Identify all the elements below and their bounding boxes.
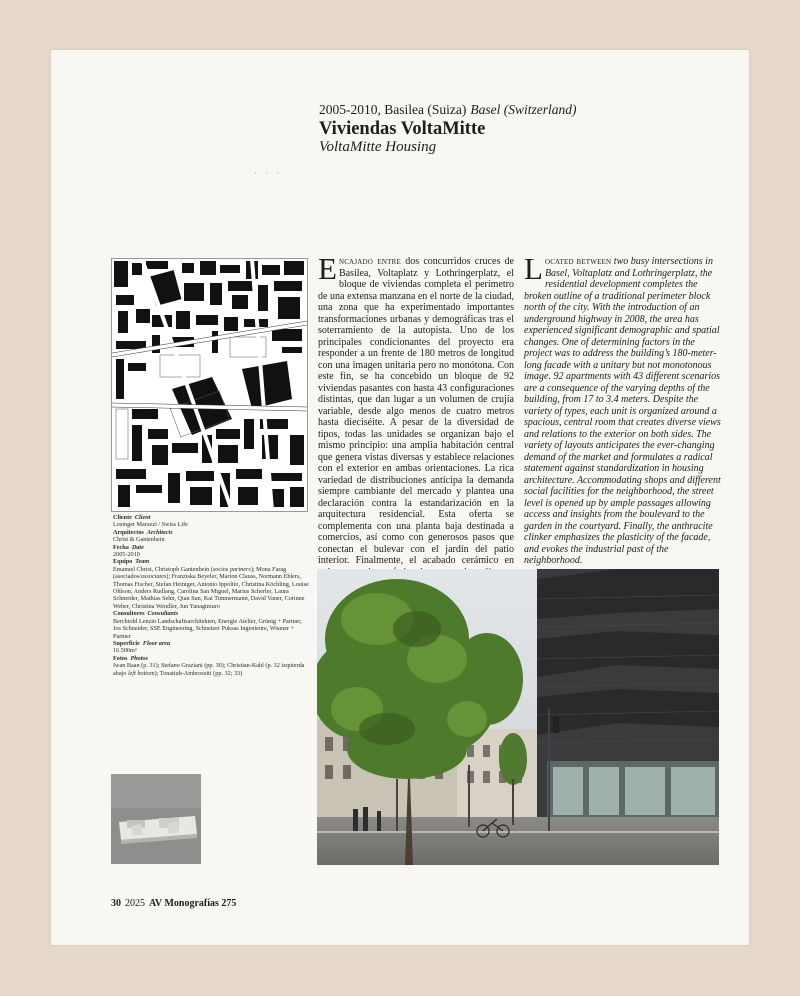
- article-title: Viviendas VoltaMitte: [319, 119, 486, 139]
- page-footer: [111, 898, 236, 909]
- credit-value-floor-area: 16.500m²: [113, 647, 137, 655]
- dropcap-es: E: [318, 251, 337, 286]
- dropcap-en: L: [524, 251, 543, 286]
- credit-label-date: Fecha Date: [113, 543, 144, 551]
- magazine-name: AV Monografías 275: [149, 898, 237, 909]
- model-photo-thumbnail: [111, 774, 201, 864]
- credit-value-date: 2005-2010: [113, 551, 140, 559]
- page-number: 30: [111, 898, 121, 909]
- site-plan-map: [111, 258, 308, 512]
- site-plan-drawing: [112, 259, 307, 511]
- street-photo-drawing: [317, 569, 719, 865]
- header-location-en: Basel (Switzerland): [470, 102, 577, 117]
- credit-label-architects: Arquitectos Architects: [113, 528, 173, 536]
- credit-value-consultants: Berchtold Lenzin Landschaftsarchitekten, Energie Atelier, Grünig + Partner, Jos Schneider, SSE Engineering, Schnetzer Puksas Ingenieure, Wismer + Partner: [113, 617, 302, 640]
- body-es: dos concurridos cruces de Basilea, Voltaplatz y Lothringerplatz, el bloque de viviendas completa el perímetro de una extensa manzana en el norte de la ciudad, una zona que ha experimentado importantes transformaciones urbanas y demográficas tras el soterramiento de la autopista. Uno de los principales condicionantes del proyecto era responder a un frente de 180 metros de longitud con una imagen unitaria pero no monótona. Con este fin, se ha concebido un bloque de 92 viviendas pasantes con hasta 43 configuraciones distintas, que dan lugar a un volumen de crujía variable, desde algo menos de cuatro metros hasta dieciséite. A pesar de la diversidad de tipos, todas las unidades se organizan bajo el mismo principio: una amplia habitación central que genera vistas diversas y establece relaciones con el exterior en ambas orientaciones. La rica variedad de distribuciones anticipa la demanda siempre cambiante del mercado y plantea una declaración contra la estandarización en la arquitectura residencial. Esta oferta se complementa con una planta baja destinada a comercios, así como con generosos pasos que conectan el bulevar con el jardín del patio interior. Finalmente, el acabado cerámico en: [318, 256, 514, 566]
- lead-in-es: ncajado entre: [338, 256, 401, 267]
- magazine-page: [51, 50, 749, 945]
- decorative-dots: · · ·: [254, 168, 283, 178]
- credit-label-consultants: Consultores Consultants: [113, 610, 179, 618]
- credit-value-architects: Christ & Gantenbein: [113, 536, 165, 544]
- project-credits: [113, 514, 309, 677]
- body-text-english: [524, 251, 724, 567]
- credit-label-floor-area: Superficie Floor area: [113, 639, 171, 647]
- credit-label-photos: Fotos Photos: [113, 654, 148, 662]
- credit-value-team: Emanuel Christ, Christoph Gantenbein (socios partners); Mona Farag (asociados/associates); Franziska Beyeler, Marion Clauss, Normann Ehlers, Thomas Fischer, Stefan Heiniger, Antonio Ippolito, Christina Köchling, Louise Ohlson, Anders Rudlang, Carolina San Miguel, Marius Scherler, Laura Schneider, Mathias Sehn, Qian Sun, Kai Timmermann, David Vaner, Corinne Weber, Christina Wendler, Jun Yanagimuro: [113, 565, 309, 610]
- credit-value-photos: Iwan Baan (p. 31); Stefano Graziani (pp. 30); Christian-Kahl (p. 32 izquierda abajo left bottom); Tonatiuh-Ambrosetti (pp. 32; 33): [113, 662, 305, 677]
- issue-year: 2025: [125, 898, 145, 909]
- credit-value-client: Losinger Marazzi / Swiss Life: [113, 521, 188, 529]
- lead-in-en: ocated between: [544, 256, 612, 267]
- article-header: [319, 102, 739, 155]
- article-subtitle: VoltaMitte Housing: [319, 139, 437, 155]
- street-photo: [317, 569, 719, 865]
- body-en: two busy intersections in Basel, Voltaplatz and Lothringerplatz, the residential development completes the broken outline of a traditional perimeter block north of the city. With the introduction of an underground highway in 2008, the area has experienced significant demographic and spatial changes. One of determining factors in the project was to address the building’s 180-meter-long facade with a unitary but not monotonous image. 92 apartments with 43 different scenarios are a consequence of the varying depths of the building, from 17 to 3.4 meters. Despite the variety of types, each unit is organized around a spacious, central room that creates diverse views and relations to the exterior on both sides. The variety of layouts anticipates the ever-changing demand of the market and formulates a radical statement against standardization in housing architecture. Accommodating shops and different social facilities for the neighborhood, the street level is opened up by ample passages allowing access and insights from the boulevard to the garden in the courtyard. Finally, the anthracite clinker emphasizes the plasticity of the facade, and evokes the industrial past of the neighborhood.: [524, 256, 721, 566]
- header-location-es: 2005-2010, Basilea (Suiza): [319, 102, 467, 117]
- credit-label-client: Cliente Client: [113, 514, 151, 521]
- credit-label-team: Equipo Team: [113, 558, 150, 566]
- model-photo-drawing: [111, 774, 201, 864]
- body-text-spanish: [318, 251, 514, 601]
- header-location-line: [319, 102, 739, 117]
